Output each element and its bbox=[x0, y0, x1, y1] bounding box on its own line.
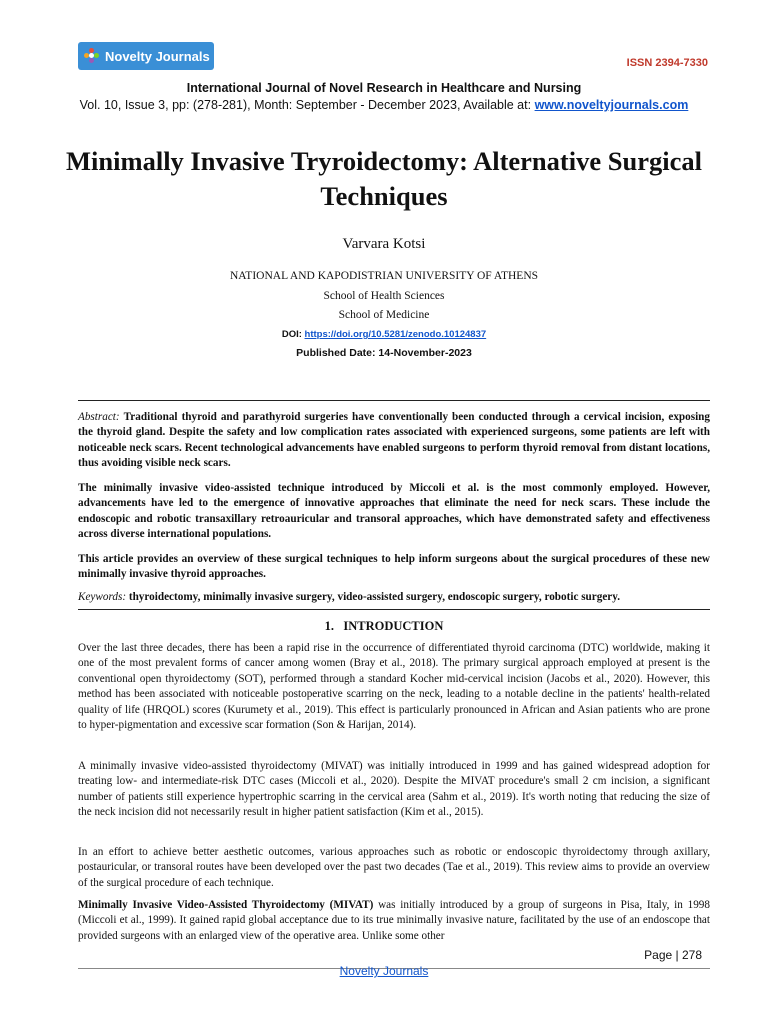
intro-paragraph-1: Over the last three decades, there has been a rapid rise in the occurrence of differentiated thyroid carcinoma (DTC) worldwide, making it one of the most prevalent forms of cancer among women (Bray et al., 2018). The primary surgical approach employed at present is the conventional open thyroidectomy (SOT), performed through a standard Kocher mid-cervical incision (Jacobs et al., 2020). However, this method has been associated with noticeable postoperative scarring on the neck, leading to a notable decline in the patients' health-related quality of life (HRQOL) scores (Kurumety et al., 2019). This effect is particularly pronounced in African and Asian patients who are prone to hyper-pigmentation and excessive scar formation (Son & Harijan, 2014). bbox=[78, 642, 710, 732]
intro-paragraph-3: In an effort to achieve better aesthetic outcomes, various approaches such as robotic or endoscopic thyroidectomy through axillary, postauricular, or transoral routes have been developed over the past two decades (Tae et al., 2019). This review aims to provide an overview of the surgical procedure of each technique. bbox=[78, 846, 710, 889]
doi-line bbox=[0, 329, 768, 340]
divider-bottom bbox=[78, 609, 710, 610]
divider-top bbox=[78, 400, 710, 401]
website-link[interactable]: www.noveltyjournals.com bbox=[534, 98, 689, 112]
abstract-label: Abstract: bbox=[78, 411, 120, 423]
publisher-logo bbox=[78, 42, 214, 70]
issn: ISSN 2394-7330 bbox=[626, 57, 708, 69]
journal-name: International Journal of Novel Research in Healthcare and Nursing bbox=[186, 81, 582, 95]
affiliation-department: School of Medicine bbox=[338, 309, 430, 321]
doi-link[interactable]: https://doi.org/10.5281/zenodo.10124837 bbox=[304, 329, 487, 340]
volume-info bbox=[0, 98, 768, 112]
article-title: Minimally Invasive Tryroidectomy: Alternative Surgical Techniques bbox=[66, 146, 702, 211]
keywords-text: thyroidectomy, minimally invasive surgery, video-assisted surgery, endoscopic surgery, robotic surgery. bbox=[128, 591, 621, 603]
page-number: Page | 278 bbox=[644, 948, 702, 962]
affiliation-university: NATIONAL AND KAPODISTRIAN UNIVERSITY OF ATHENS bbox=[229, 270, 539, 282]
abstract-paragraph-2: The minimally invasive video-assisted technique introduced by Miccoli et al. is the most commonly employed. However, advancements have led to the emergence of innovative approaches that eliminate the need for neck scars. These include the endoscopic and robotic transaxillary retroauricular and transoral approaches, which have demonstrated safety and effectiveness across diverse international populations. bbox=[78, 482, 710, 541]
published-date: Published Date: 14-November-2023 bbox=[296, 347, 472, 359]
keywords-line bbox=[78, 590, 710, 605]
abstract-paragraph-1 bbox=[78, 410, 710, 472]
abstract-paragraph-3: This article provides an overview of these surgical techniques to help inform surgeons about the surgical procedures of these new minimally invasive thyroid approaches. bbox=[78, 553, 710, 581]
section-heading-introduction: 1. INTRODUCTION bbox=[324, 619, 444, 633]
intro-paragraph-2: A minimally invasive video-assisted thyroidectomy (MIVAT) was initially introduced in 1999 and has gained widespread adoption for treating low- and intermediate-risk DTC cases (Miccoli et al., 2020). Despite the MIVAT procedure's small 2 cm incision, a significant number of patients still experience hypertrophic scarring in the cervical area (Sahm et al., 2019). It's worth noting that reducing the size of the neck incision did not necessarily result in higher patient satisfaction (Kim et al., 2015). bbox=[78, 760, 710, 819]
abstract-text-1: Traditional thyroid and parathyroid surgeries have conventionally been conducted through a cervical incision, exposing the thyroid gland. Despite the safety and low complication rates associated with experienced surgeons, some patients are left with noticeable neck scars. Recent technological advancements have enabled surgeons to perform thyroid removal from distant locations, thus avoiding visible neck scars. bbox=[78, 411, 710, 470]
affiliation-school: School of Health Sciences bbox=[323, 290, 445, 302]
logo-dots-icon bbox=[84, 48, 100, 64]
author-name: Varvara Kotsi bbox=[342, 236, 426, 252]
volume-text: Vol. 10, Issue 3, pp: (278-281), Month: September - December 2023, Available at: bbox=[79, 98, 532, 112]
footer-publisher-link[interactable]: Novelty Journals bbox=[339, 964, 429, 978]
mivat-heading: Minimally Invasive Video-Assisted Thyroidectomy (MIVAT) bbox=[78, 899, 374, 911]
intro-paragraph-4-text: was initially introduced by a group of surgeons in Pisa, Italy, in 1998 (Miccoli et al., 1999). It gained rapid global acceptance due to its true minimally invasive nature, facilitated by the use of an endoscope that provided surgeons with an enlarged view of the operative area. Unlike some other bbox=[78, 899, 710, 942]
keywords-label: Keywords: bbox=[78, 591, 127, 603]
logo-text: Novelty Journals bbox=[105, 48, 210, 64]
footer bbox=[0, 964, 768, 978]
doi-label: DOI: bbox=[281, 329, 302, 340]
intro-paragraph-4 bbox=[78, 898, 710, 944]
